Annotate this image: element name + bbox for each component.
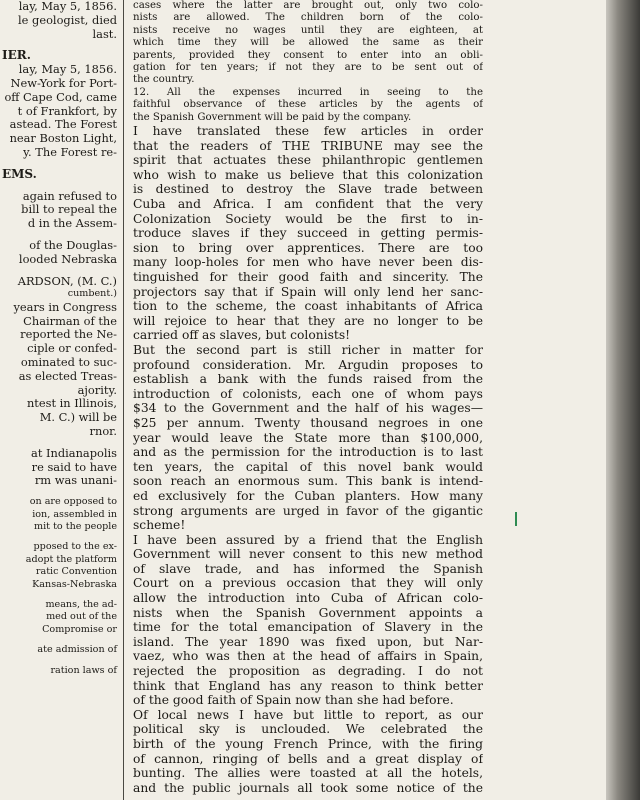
left-column-line: near Boston Light, — [9, 131, 117, 146]
article-line: Of local news I have but little to report, as our — [133, 707, 483, 722]
article-line: gation for ten years; if not they are to be sent out of — [133, 62, 483, 74]
article-line: I have translated these few articles in order — [133, 124, 483, 139]
left-column-line: d in the Assem- — [27, 216, 117, 231]
article-line: which time they will be allowed the same as their — [133, 37, 483, 49]
left-column-line: as elected Treas- — [18, 368, 117, 383]
article-line: soon reach an enormous sum. This bank is intend- — [133, 474, 483, 489]
article-line: ten years, the capital of this novel bank would — [133, 459, 483, 474]
left-column-line: t of Frankfort, by — [17, 103, 117, 118]
left-column-line: astead. The Forest — [9, 117, 117, 132]
article-line: $34 to the Government and the half of his wages— — [133, 401, 483, 416]
left-column-line: off Cape Cod, came — [4, 89, 117, 104]
left-column-line: on are opposed to — [29, 496, 117, 508]
left-column-line: bill to repeal the — [21, 202, 117, 217]
left-column-line: IER. — [2, 48, 31, 63]
left-column-line: last. — [92, 26, 117, 41]
article-line: the Spanish Government will be paid by the company. — [133, 111, 412, 123]
left-column-line: ratic Convention — [35, 566, 117, 578]
article-line: is destined to destroy the Slave trade between — [133, 182, 483, 197]
left-column-line: looded Nebraska — [18, 251, 117, 266]
article-line: bunting. The allies were toasted at all the hotels, — [133, 766, 483, 781]
article-line: spirit that actuates these philanthropic gentlemen — [133, 153, 483, 168]
article-line: Court on a previous occasion that they will only — [133, 576, 483, 591]
article-line: tion to the scheme, the coast inhabitants of Africa — [133, 299, 483, 314]
left-column-line: rm was unani- — [34, 473, 117, 488]
article-line: will rejoice to hear that they are no longer to be — [133, 313, 483, 328]
article-line: I have been assured by a friend that the English — [133, 532, 483, 547]
article-line: of cannon, ringing of bells and a great display of — [133, 751, 483, 766]
left-column-line: ate admission of — [37, 644, 117, 656]
line-gap — [0, 636, 120, 644]
article-line: Colonization Society would be the first to in- — [133, 211, 483, 226]
left-column-line: y. The Forest re- — [23, 144, 117, 159]
left-column-line: again refused to — [22, 188, 117, 203]
article-line: scheme! — [133, 518, 186, 533]
article-line: and the public journals all took some notice of the — [133, 780, 483, 795]
article-line: rejected the proposition as degrading. I do not — [133, 664, 483, 679]
line-gap — [0, 533, 120, 541]
article-line: the country. — [133, 74, 195, 86]
article-line: But the second part is still richer in matter for — [133, 342, 483, 357]
article-line: many loop-holes for men who have never been dis- — [133, 255, 483, 270]
left-column-line: rnor. — [89, 423, 117, 438]
article-line: introduction of colonists, each one of whom pays — [133, 386, 483, 401]
article-line: who wish to make us believe that this colonization — [133, 167, 483, 182]
article-line: $25 per annum. Twenty thousand negroes in one — [133, 415, 483, 430]
article-line: time for the total emancipation of Slavery in the — [133, 620, 483, 635]
article-line: allow the introduction into Cuba of African colo- — [133, 591, 483, 606]
left-column-line: adopt the platform — [25, 553, 117, 565]
left-column-line: Chairman of the — [23, 313, 117, 328]
article-line: 12. All the expenses incurred in seeing to the — [133, 86, 483, 98]
left-column-line: re said to have — [31, 459, 117, 474]
article-line: sion to bring over apprentices. There are too — [133, 240, 483, 255]
left-column-line: reported the Ne- — [20, 327, 117, 342]
left-column-line: mit to the people — [34, 520, 117, 532]
main-article-column — [133, 0, 483, 800]
article-line: profound consideration. Mr. Argudin proposes to — [133, 357, 483, 372]
line-gap — [0, 591, 120, 599]
left-column-line: ration laws of — [50, 664, 117, 676]
left-column — [0, 0, 120, 800]
article-line: of slave trade, and has informed the Spanish — [133, 561, 483, 576]
left-column-line: M. C.) will be — [39, 410, 117, 425]
left-column-line: lay, May 5, 1856. — [18, 0, 117, 13]
left-column-line: years in Congress — [13, 299, 117, 314]
article-line: Cuba and Africa. I am confident that the very — [133, 197, 483, 212]
article-line: political sky is unclouded. We celebrated the — [133, 722, 483, 737]
left-column-line: New-York for Port- — [10, 75, 117, 90]
blank-right-margin — [498, 0, 606, 800]
left-column-line: Kansas-Nebraska — [32, 578, 117, 590]
article-line: projectors say that if Spain will only lend her sanc- — [133, 284, 483, 299]
left-column-line: lay, May 5, 1856. — [18, 62, 117, 77]
article-line: year would leave the State more than $100,000, — [133, 430, 483, 445]
left-column-line: Compromise or — [42, 623, 117, 635]
article-line: nists receive no wages until they are eighteen, at — [133, 24, 483, 36]
left-column-line: le geologist, died — [18, 12, 117, 27]
left-column-line: med out of the — [46, 611, 117, 623]
left-column-line: means, the ad- — [45, 598, 117, 610]
left-column-line: EMS. — [2, 166, 37, 181]
article-line: and as the permission for the introduction is to last — [133, 445, 483, 460]
left-column-line: cumbent.) — [67, 288, 117, 300]
column-rule — [123, 0, 124, 800]
article-line: ed exclusively for the Cuban planters. How many — [133, 488, 483, 503]
article-line: of the good faith of Spain now than she had before. — [133, 693, 454, 708]
article-line: think that England has any reason to think better — [133, 678, 483, 693]
left-column-line: ominated to suc- — [20, 354, 117, 369]
article-line: nists when the Spanish Government appoints a — [133, 605, 483, 620]
article-line: birth of the young French Prince, with the firing — [133, 737, 483, 751]
line-gap — [0, 488, 120, 496]
left-column-line: ciple or confed- — [27, 341, 117, 356]
article-line: Government will never consent to this new method — [133, 547, 483, 562]
left-column-line: ntest in Illinois, — [26, 396, 117, 411]
article-line: island. The year 1890 was fixed upon, but Nar- — [133, 634, 483, 649]
article-line: faithful observance of these articles by the agents of — [133, 99, 483, 111]
ink-mark — [515, 512, 517, 526]
left-column-line: at Indianapolis — [31, 445, 117, 460]
left-column-line: ion, assembled in — [32, 508, 117, 520]
left-column-line: ajority. — [77, 382, 117, 397]
line-gap — [0, 657, 120, 665]
page-binding-shadow — [606, 0, 640, 800]
article-line: nists are allowed. The children born of the colo- — [133, 12, 483, 24]
article-line: tinguished for their good faith and sincerity. The — [133, 270, 483, 284]
article-line: troduce slaves if they succeed in getting permis- — [133, 226, 483, 241]
article-line: carried off as slaves, but colonists! — [133, 328, 351, 343]
left-column-line: pposed to the ex- — [33, 541, 117, 553]
article-line: that the readers of THE TRIBUNE may see the — [133, 138, 483, 153]
article-line: parents, provided they consent to enter into an obli- — [133, 49, 483, 61]
article-line: cases where the latter are brought out, only two colo- — [133, 0, 483, 11]
left-column-line: ARDSON, (M. C.) — [17, 273, 117, 288]
article-line: establish a bank with the funds raised from the — [133, 372, 483, 387]
left-column-line: of the Douglas- — [29, 237, 117, 252]
article-line: strong arguments are urged in favor of the gigantic — [133, 503, 483, 518]
article-line: vaez, who was then at the head of affairs in Spain, — [133, 649, 483, 664]
